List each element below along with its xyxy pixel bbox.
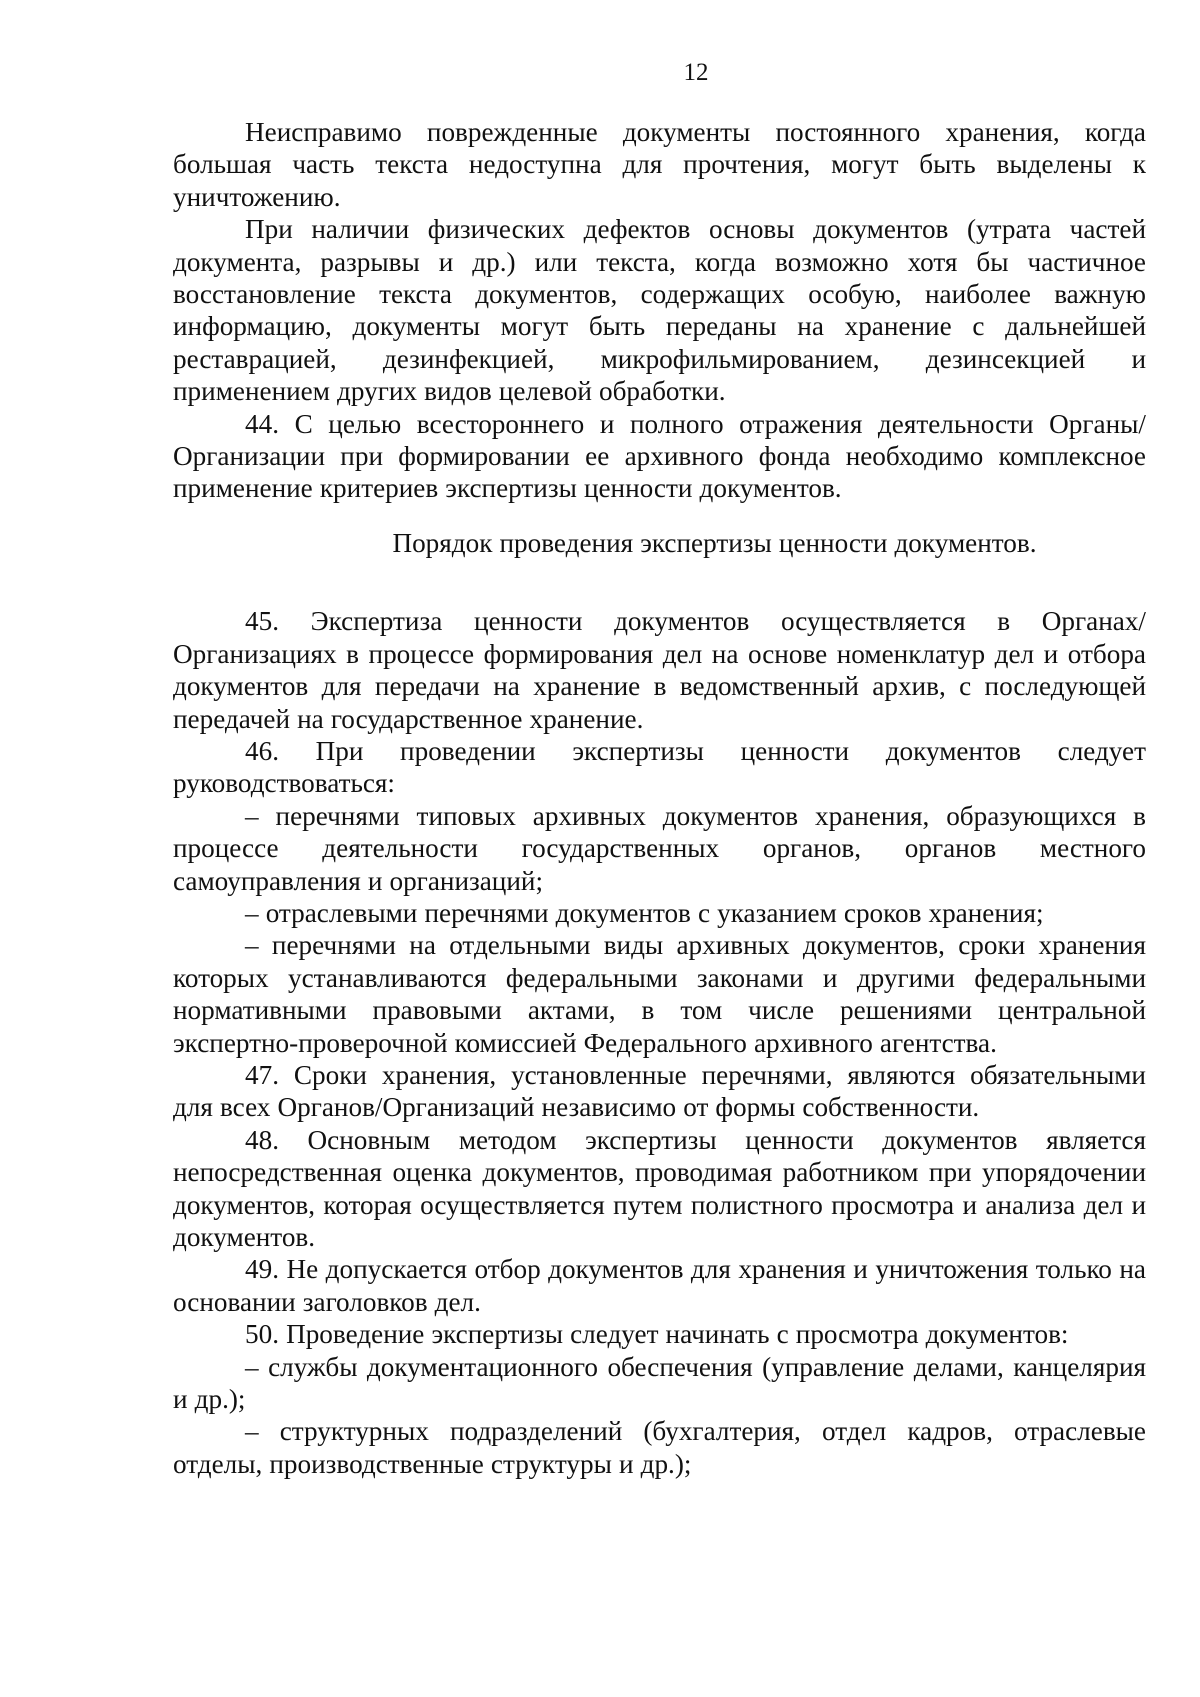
list-item-46-b: – отраслевыми перечнями документов с указанием сроков хранения; xyxy=(245,897,1044,928)
paragraph-49: 49. Не допускается отбор документов для хранения и уничтожения только на основании заголовков дел. xyxy=(173,1254,1146,1317)
paragraph-50: 50. Проведение экспертизы следует начинать с просмотра документов: xyxy=(245,1319,1069,1350)
paragraph-48: 48. Основным методом экспертизы ценности документов является непосредственная оценка документов, проводимая работником при упорядочении документов, которая осуществляется путем полистного просмотра и анализа дел и документов. xyxy=(173,1124,1146,1252)
paragraph-45: 45. Экспертиза ценности документов осуществляется в Органах/Организациях в процессе формирования дел на основе номенклатур дел и отбора документов для передачи на хранение в ведомственный архив, с последующей передачей на государственное хранение. xyxy=(173,606,1146,734)
paragraph-damaged-documents: Неисправимо поврежденные документы постоянного хранения, когда большая часть текста недоступна для прочтения, могут быть выделены к уничтожению. xyxy=(173,117,1146,212)
document-body xyxy=(173,116,1146,1480)
list-item-50-b: – структурных подразделений (бухгалтерия, отдел кадров, отраслевые отделы, производственные структуры и др.); xyxy=(173,1416,1146,1479)
page-number: 12 xyxy=(683,59,709,86)
paragraph-46: 46. При проведении экспертизы ценности документов следует руководствоваться: xyxy=(173,735,1146,799)
list-item-46-c: – перечнями на отдельными виды архивных документов, сроки хранения которых устанавливаются федеральными законами и другими федеральными нормативными правовыми актами, в том числе решениями центральной экспертно-проверочной комиссией Федерального архивного агентства. xyxy=(173,930,1146,1058)
list-item-50-a: – службы документационного обеспечения (управление делами, канцелярия и др.); xyxy=(173,1351,1146,1415)
list-item-46-a: – перечнями типовых архивных документов хранения, образующихся в процессе деятельности государственных органов, органов местного самоуправления и организаций; xyxy=(173,800,1146,896)
paragraph-physical-defects: При наличии физических дефектов основы документов (утрата частей документа, разрывы и др.) или текста, когда возможно хотя бы частичное восстановление текста документов, содержащих особую, наиболее важную информацию, документы могут быть переданы на хранение с дальнейшей реставрацией, дезинфекцией, микрофильмированием, дезинсекцией и применением других видов целевой обработки. xyxy=(173,214,1146,407)
paragraph-47: 47. Сроки хранения, установленные перечнями, являются обязательными для всех Органов/Организаций независимо от формы собственности. xyxy=(173,1059,1146,1123)
paragraph-44: 44. С целью всестороннего и полного отражения деятельности Органы/Организации при формировании ее архивного фонда необходимо комплексное применение критериев экспертизы ценности документов. xyxy=(173,408,1146,504)
section-heading: Порядок проведения экспертизы ценности документов. xyxy=(392,527,1037,558)
